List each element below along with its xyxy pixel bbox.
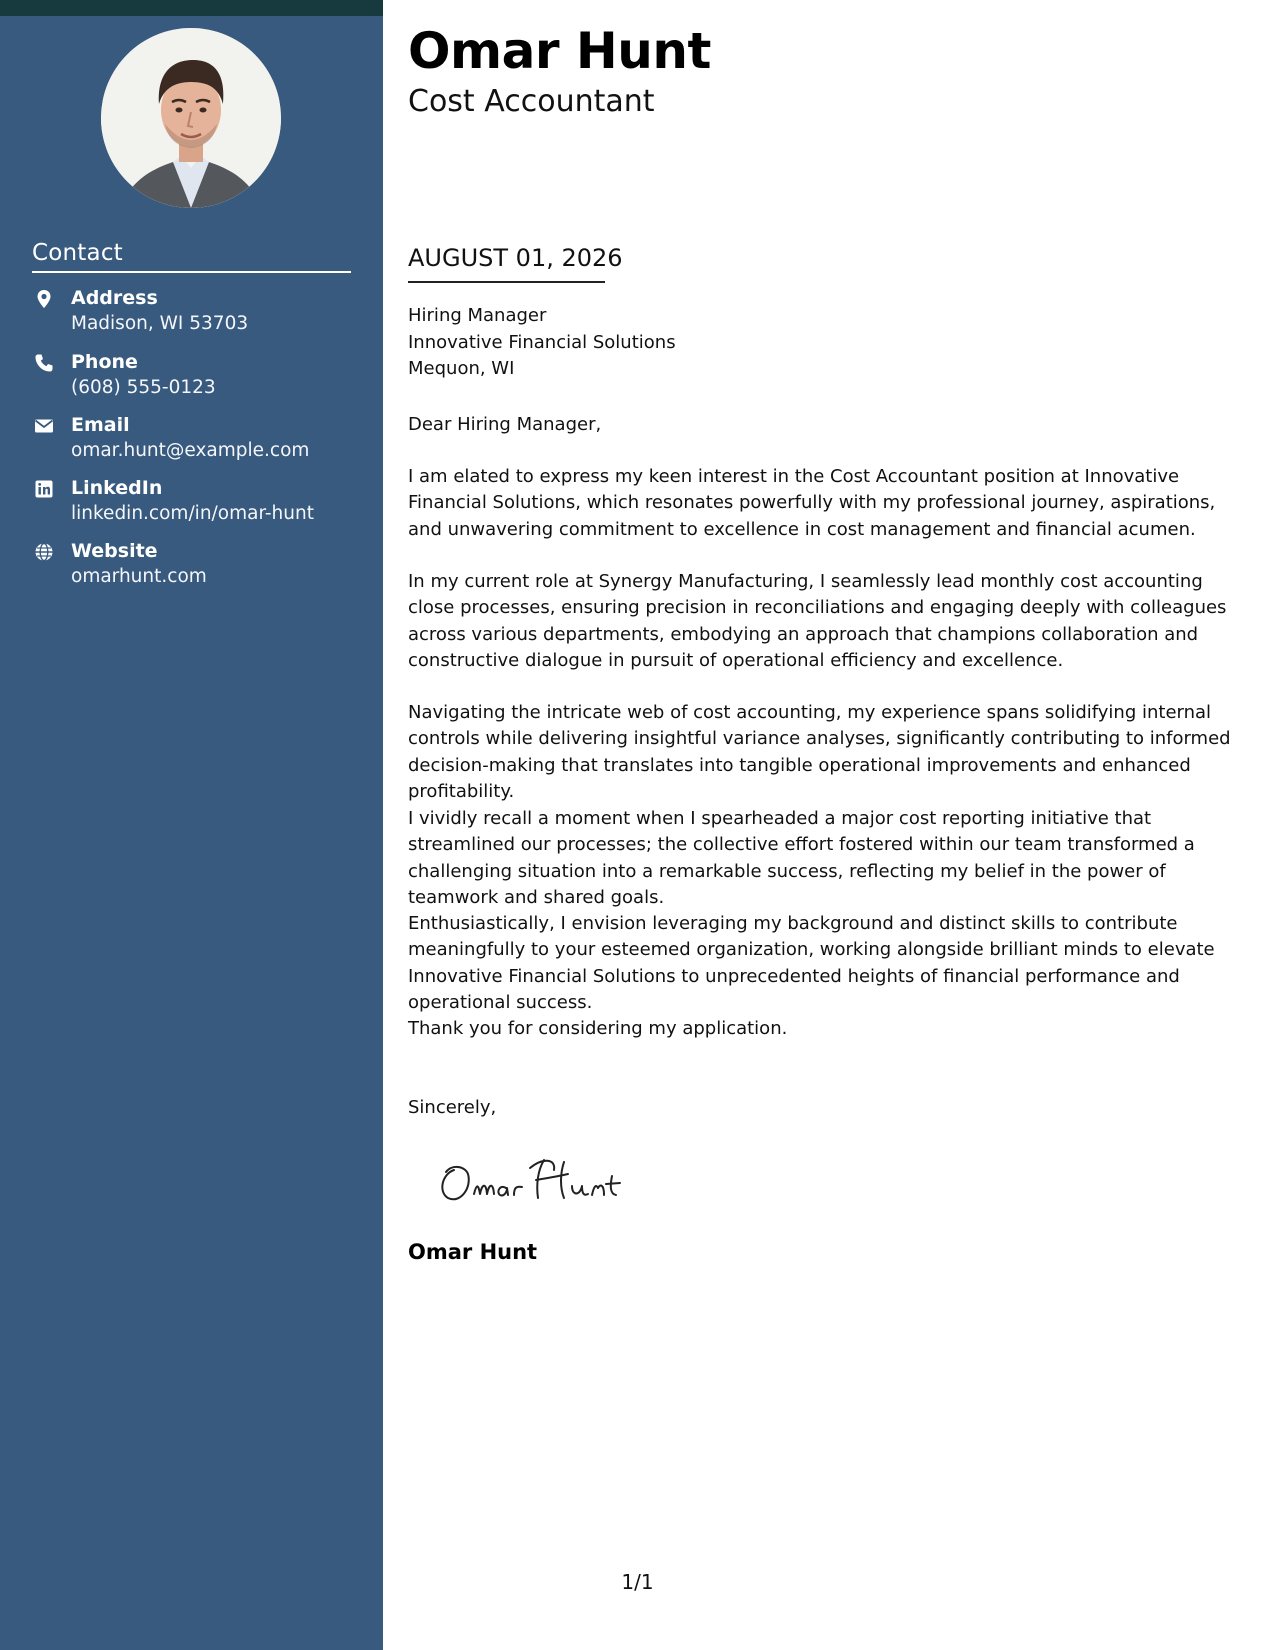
address-value: Madison, WI 53703 (71, 313, 249, 334)
page-number: 1/1 (621, 1570, 654, 1594)
contact-email (32, 414, 362, 470)
paragraph: I vividly recall a moment when I spearheaded a major cost reporting initiative that streamlined our processes; the collective effort fostered within our team transformed a challenging situation into a remarkable success, reflecting my belief in the power of teamwork and shared goals. (408, 808, 1195, 908)
sidebar (0, 0, 383, 1650)
phone-icon (34, 353, 54, 373)
date-underline (408, 281, 605, 283)
contact-linkedin (32, 477, 362, 533)
handwritten-signature (432, 1148, 652, 1208)
recipient-block (408, 303, 676, 383)
avatar (101, 28, 281, 208)
contact-label: Phone (71, 351, 138, 373)
email-value: omar.hunt@example.com (71, 440, 310, 461)
contact-heading: Contact (32, 240, 123, 266)
recipient-location: Mequon, WI (408, 358, 515, 379)
salutation: Dear Hiring Manager, (408, 414, 602, 435)
recipient-company: Innovative Financial Solutions (408, 331, 676, 353)
recipient-title: Hiring Manager (408, 305, 547, 326)
location-pin-icon (34, 289, 54, 309)
paragraph: I am elated to express my keen interest in the Cost Accountant position at Innovative Financial Solutions, which resonates powerfully with my professional journey, aspirations, and unwavering commitment to excellence in cost management and financial acumen. (408, 466, 1216, 540)
signer-name: Omar Hunt (408, 1240, 538, 1264)
contact-label: Email (71, 414, 130, 436)
paragraph: Navigating the intricate web of cost accounting, my experience spans solidifying internal controls while delivering insightful variance analyses, significantly contributing to informed decision-making that translates into tangible operational improvements and enhanced profitability. (408, 702, 1231, 802)
email-icon (34, 416, 54, 436)
contact-website (32, 540, 362, 596)
contact-phone (32, 351, 362, 407)
website-value[interactable]: omarhunt.com (71, 566, 207, 587)
job-title: Cost Accountant (408, 84, 655, 119)
contact-address (32, 287, 362, 343)
closing: Sincerely, (408, 1097, 497, 1118)
contact-label: LinkedIn (71, 477, 163, 499)
contact-label: Website (71, 540, 158, 562)
contact-divider (32, 271, 351, 273)
paragraph: In my current role at Synergy Manufacturing, I seamlessly lead monthly cost accounting close processes, ensuring precision in reconciliations and engaging deeply with colleagues across various departments, embodying an approach that champions collaboration and constructive dialogue in pursuit of operational efficiency and excellence. (408, 571, 1227, 671)
paragraph: Enthusiastically, I envision leveraging my background and distinct skills to contribute meaningfully to your esteemed organization, working alongside brilliant minds to elevate Innovative Financial Solutions to unprecedented heights of financial performance and operational success. (408, 913, 1215, 1013)
linkedin-icon (34, 479, 54, 499)
thanks-line: Thank you for considering my application. (408, 1018, 788, 1039)
contact-label: Address (71, 287, 158, 309)
globe-icon (34, 542, 54, 562)
linkedin-value[interactable]: linkedin.com/in/omar-hunt (71, 503, 314, 524)
applicant-name: Omar Hunt (408, 22, 711, 80)
letter-date: AUGUST 01, 2026 (408, 244, 623, 272)
phone-value: (608) 555-0123 (71, 377, 216, 398)
sidebar-top-bar (0, 0, 383, 16)
